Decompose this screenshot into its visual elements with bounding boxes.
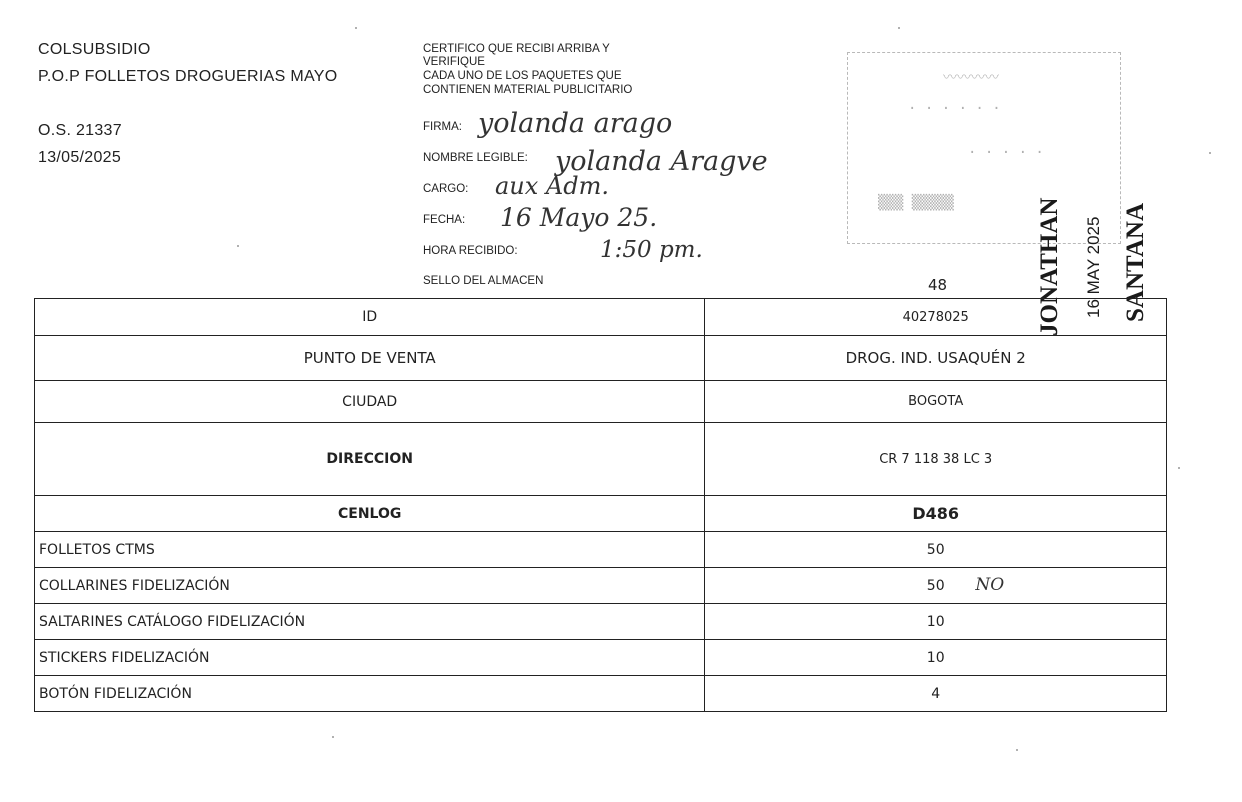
order-number: O.S. 21337	[38, 122, 122, 139]
row-label: DIRECCION	[35, 423, 705, 496]
row-label: ID	[35, 299, 705, 336]
firma-label: FIRMA:	[423, 121, 462, 133]
scan-speck	[1178, 467, 1180, 469]
row-value: DROG. IND. USAQUÉN 2	[705, 336, 1167, 381]
item-row	[35, 640, 1167, 676]
hora-label: HORA RECIBIDO:	[423, 245, 518, 257]
item-row	[35, 532, 1167, 568]
handwritten-note: NO	[975, 575, 1005, 595]
item-label: FOLLETOS CTMS	[35, 532, 705, 568]
row-value: CR 7 118 38 LC 3	[705, 423, 1167, 496]
item-row	[35, 604, 1167, 640]
certificate-line: CONTIENEN MATERIAL PUBLICITARIO	[423, 84, 633, 96]
stamp-first-name: JONATHAN	[1036, 197, 1063, 336]
row-value: 40278025	[705, 299, 1167, 336]
scan-speck	[237, 245, 239, 247]
scan-speck	[1209, 152, 1211, 154]
stamp-last-name: SANTANA	[1122, 203, 1149, 322]
certificate-line: VERIFIQUE	[423, 56, 485, 68]
item-quantity: 50	[705, 532, 1167, 568]
fecha-value: 16 Mayo 25.	[500, 203, 658, 232]
stamp-date: 16 MAY 2025	[1084, 216, 1103, 318]
item-quantity-cell	[705, 568, 1167, 604]
item-label: STICKERS FIDELIZACIÓN	[35, 640, 705, 676]
cargo-value: aux Adm.	[495, 172, 610, 200]
row-value: D486	[705, 496, 1167, 532]
cargo-label: CARGO:	[423, 183, 469, 195]
item-row	[35, 676, 1167, 712]
scan-speck	[355, 27, 357, 29]
row-label: CENLOG	[35, 496, 705, 532]
firma-signature: yolanda arago	[478, 108, 673, 139]
box-count: 48	[928, 276, 948, 294]
table-row	[35, 423, 1167, 496]
fecha-label: FECHA:	[423, 214, 466, 226]
certificate-line: CERTIFICO QUE RECIBI ARRIBA Y	[423, 43, 610, 55]
stamp-mark: · · · · ·	[968, 145, 1044, 161]
document-date: 13/05/2025	[38, 149, 122, 166]
item-row	[35, 568, 1167, 604]
row-value: BOGOTA	[705, 381, 1167, 423]
item-quantity: 4	[705, 676, 1167, 712]
scan-speck	[898, 27, 900, 29]
company-name: COLSUBSIDIO	[38, 41, 151, 58]
store-details-table	[34, 298, 1167, 712]
item-label: SALTARINES CATÁLOGO FIDELIZACIÓN	[35, 604, 705, 640]
stamp-mark: · · · · · ·	[908, 101, 1001, 117]
item-quantity: 10	[705, 604, 1167, 640]
table-row	[35, 336, 1167, 381]
store-stamp-area	[847, 52, 1121, 244]
item-quantity: 10	[705, 640, 1167, 676]
row-label: CIUDAD	[35, 381, 705, 423]
item-label: COLLARINES FIDELIZACIÓN	[35, 568, 705, 604]
campaign-title: P.O.P FOLLETOS DROGUERIAS MAYO	[38, 68, 338, 85]
scan-speck	[1016, 749, 1018, 751]
table-row	[35, 496, 1167, 532]
hora-value: 1:50 pm.	[600, 237, 703, 263]
stamp-mark: 〰〰〰〰	[943, 70, 999, 86]
certificate-line: CADA UNO DE LOS PAQUETES QUE	[423, 70, 622, 82]
nombre-label: NOMBRE LEGIBLE:	[423, 152, 528, 164]
nombre-value: yolanda Aragve	[555, 146, 768, 177]
item-label: BOTÓN FIDELIZACIÓN	[35, 676, 705, 712]
stamp-mark: ▒▒▒ ▒▒▒▒▒	[878, 195, 954, 211]
table-row	[35, 381, 1167, 423]
sello-label: SELLO DEL ALMACEN	[423, 275, 544, 287]
row-label: PUNTO DE VENTA	[35, 336, 705, 381]
certificate-text	[423, 42, 632, 98]
item-quantity: 50	[926, 577, 945, 594]
table-row	[35, 299, 1167, 336]
scan-speck	[332, 736, 334, 738]
